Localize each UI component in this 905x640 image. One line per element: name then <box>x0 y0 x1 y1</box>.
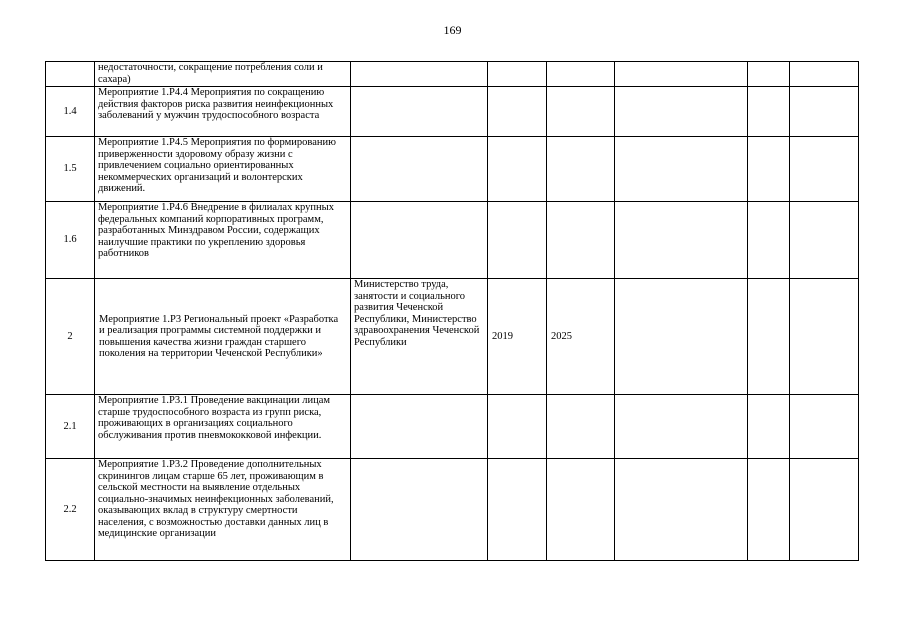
end-year-cell <box>547 62 615 87</box>
row-number: 1.5 <box>46 137 95 202</box>
start-year-cell <box>488 202 547 279</box>
activity-text: недостаточности, сокращение потребления соли и сахара) <box>95 62 351 87</box>
row-number: 1.6 <box>46 202 95 279</box>
table-row <box>46 62 859 87</box>
table-cell <box>790 137 859 202</box>
table-row <box>46 459 859 561</box>
activity-text: Мероприятие 1.Р3 Региональный проект «Разработка и реализация программы системной поддержки и повышения качества жизни граждан старшего поколения на территории Чеченской Республики» <box>95 279 351 395</box>
end-year-cell <box>547 395 615 459</box>
table-cell <box>790 62 859 87</box>
row-number: 1.4 <box>46 87 95 137</box>
executor-cell: Министерство труда, занятости и социального развития Чеченской Республики, Министерство здравоохранения Чеченской Республики <box>351 279 488 395</box>
table-cell <box>748 62 790 87</box>
table-cell <box>790 202 859 279</box>
table-cell <box>748 459 790 561</box>
activity-text: Мероприятие 1.Р3.1 Проведение вакцинации лицам старше трудоспособного возраста из групп риска, проживающих в организациях социального обслуживания против пневмококковой инфекции. <box>95 395 351 459</box>
executor-cell <box>351 459 488 561</box>
table-row <box>46 395 859 459</box>
end-year-cell <box>547 87 615 137</box>
row-number: 2 <box>46 279 95 395</box>
table-cell <box>615 137 748 202</box>
activity-text: Мероприятие 1.Р4.6 Внедрение в филиалах крупных федеральных компаний корпоративных программ, разработанных Минздравом России, содержащих наилучшие практики по укреплению здоровья работников <box>95 202 351 279</box>
table-row <box>46 137 859 202</box>
activity-text: Мероприятие 1.Р4.5 Мероприятия по формированию приверженности здоровому образу жизни с привлечением социально ориентированных некоммерческих организаций и волонтерских движений. <box>95 137 351 202</box>
table-cell <box>748 87 790 137</box>
table-cell <box>615 62 748 87</box>
table-cell <box>748 137 790 202</box>
executor-cell <box>351 62 488 87</box>
table-cell <box>790 87 859 137</box>
executor-cell <box>351 87 488 137</box>
table-cell <box>615 279 748 395</box>
start-year-cell <box>488 459 547 561</box>
table-cell <box>615 459 748 561</box>
activity-text: Мероприятие 1.Р4.4 Мероприятия по сокращению действия факторов риска развития неинфекционных заболеваний у мужчин трудоспособного возраста <box>95 87 351 137</box>
start-year-cell <box>488 395 547 459</box>
table-cell <box>615 87 748 137</box>
start-year-cell <box>488 137 547 202</box>
table-cell <box>748 279 790 395</box>
executor-cell <box>351 395 488 459</box>
table-cell <box>790 395 859 459</box>
row-number: 2.2 <box>46 459 95 561</box>
activities-table <box>45 61 859 561</box>
end-year-cell <box>547 202 615 279</box>
table-cell <box>790 459 859 561</box>
end-year-cell <box>547 137 615 202</box>
end-year-cell: 2025 <box>547 279 615 395</box>
row-number: 2.1 <box>46 395 95 459</box>
page-number: 169 <box>443 23 462 37</box>
end-year-cell <box>547 459 615 561</box>
start-year-cell <box>488 62 547 87</box>
table-row <box>46 87 859 137</box>
table-row <box>46 279 859 395</box>
row-number <box>46 62 95 87</box>
start-year-cell <box>488 87 547 137</box>
table-cell <box>748 202 790 279</box>
start-year-cell: 2019 <box>488 279 547 395</box>
executor-cell <box>351 202 488 279</box>
executor-cell <box>351 137 488 202</box>
table-cell <box>790 279 859 395</box>
activity-text: Мероприятие 1.Р3.2 Проведение дополнительных скринингов лицам старше 65 лет, проживающим в сельской местности на выявление отдельных социально-значимых неинфекционных заболеваний, оказывающих вклад в структуру смертности населения, с возможностью доставки данных лиц в медицинские организации <box>95 459 351 561</box>
table-cell <box>615 202 748 279</box>
table-cell <box>748 395 790 459</box>
table-cell <box>615 395 748 459</box>
table-row <box>46 202 859 279</box>
